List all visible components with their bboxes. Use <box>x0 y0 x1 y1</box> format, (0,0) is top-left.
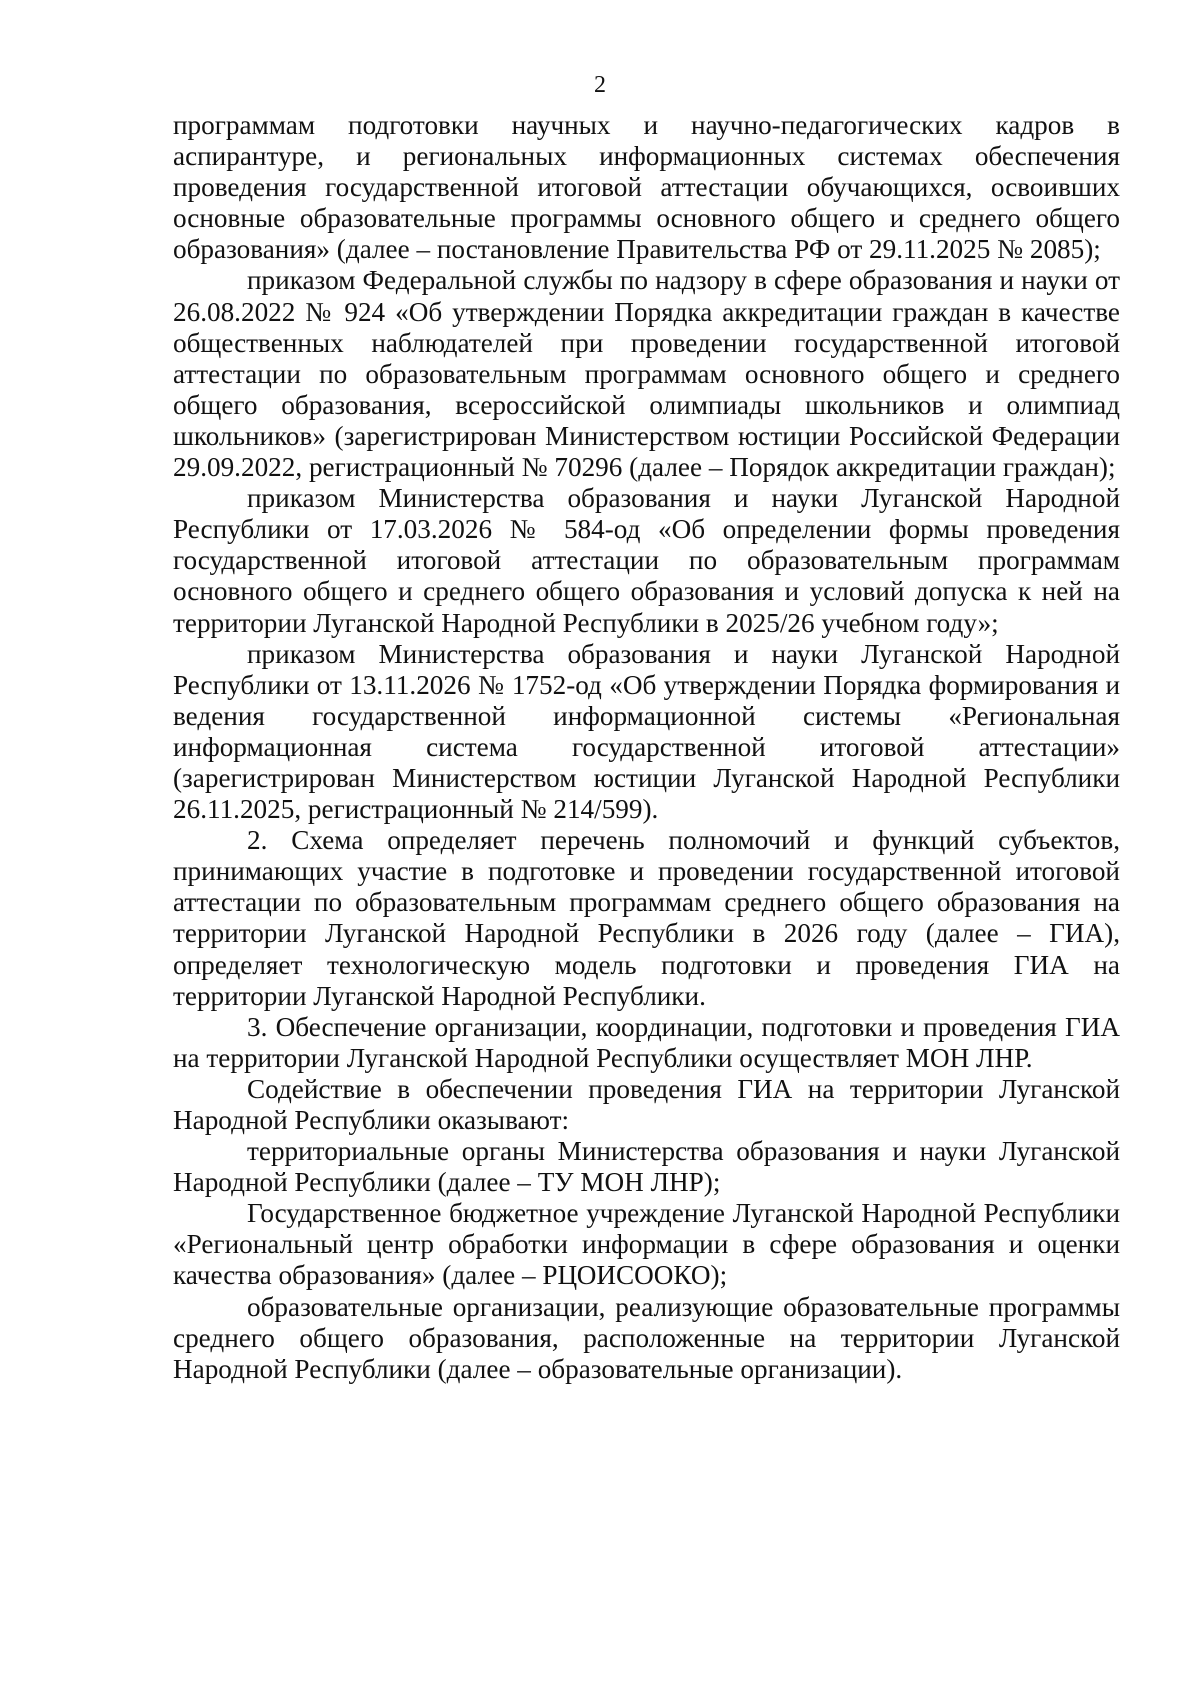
paragraph-rosobrnadzor-order: приказом Федеральной службы по надзору в сфере образования и науки от 26.08.2022 № 924 «Об утверждении Порядка аккредитации граждан в качестве общественных наблюдателей при проведении государственной итоговой аттестации по образовательным программам основного общего и среднего общего образования, всероссийской олимпиады школьников и олимпиад школьников» (зарегистрирован Министерством юстиции Российской Федерации 29.09.2022, регистрационный № 70296 (далее – Порядок аккредитации граждан); <box>173 265 1120 483</box>
paragraph-continuation: программам подготовки научных и научно-педагогических кадров в аспирантуре, и региональных информационных системах обеспечения проведения государственной итоговой аттестации обучающихся, освоивших основные образовательные программы основного общего и среднего общего образования» (далее – постановление Правительства РФ от 29.11.2025 № 2085); <box>173 110 1120 265</box>
document-body <box>173 110 1120 1385</box>
paragraph-state-institution: Государственное бюджетное учреждение Луганской Народной Республики «Региональный центр обработки информации в сфере образования и оценки качества образования» (далее – РЦОИСООКО); <box>173 1198 1120 1291</box>
paragraph-assistance: Содействие в обеспечении проведения ГИА на территории Луганской Народной Республики оказывают: <box>173 1073 1120 1135</box>
paragraph-item-2: 2. Схема определяет перечень полномочий и функций субъектов, принимающих участие в подготовке и проведении государственной итоговой аттестации по образовательным программам среднего общего образования на территории Луганской Народной Республики в 2026 году (далее – ГИА), определяет технологическую модель подготовки и проведения ГИА на территории Луганской Народной Республики. <box>173 825 1120 1011</box>
paragraph-territorial-bodies: территориальные органы Министерства образования и науки Луганской Народной Республики (далее – ТУ МОН ЛНР); <box>173 1136 1120 1198</box>
paragraph-ministry-order-584: приказом Министерства образования и науки Луганской Народной Республики от 17.03.2026 № 584-од «Об определении формы проведения государственной итоговой аттестации по образовательным программам основного общего и среднего общего образования и условий допуска к ней на территории Луганской Народной Республики в 2025/26 учебном году»; <box>173 483 1120 638</box>
paragraph-educational-organizations: образовательные организации, реализующие образовательные программы среднего общего образования, расположенные на территории Луганской Народной Республики (далее – образовательные организации). <box>173 1291 1120 1384</box>
paragraph-item-3: 3. Обеспечение организации, координации, подготовки и проведения ГИА на территории Луганской Народной Республики осуществляет МОН ЛНР. <box>173 1011 1120 1073</box>
page-number: 2 <box>594 72 606 98</box>
paragraph-ministry-order-1752: приказом Министерства образования и науки Луганской Народной Республики от 13.11.2026 № 1752-од «Об утверждении Порядка формирования и ведения государственной информационной системы «Региональная информационная система государственной итоговой аттестации» (зарегистрирован Министерством юстиции Луганской Народной Республики 26.11.2025, регистрационный № 214/599). <box>173 638 1120 825</box>
